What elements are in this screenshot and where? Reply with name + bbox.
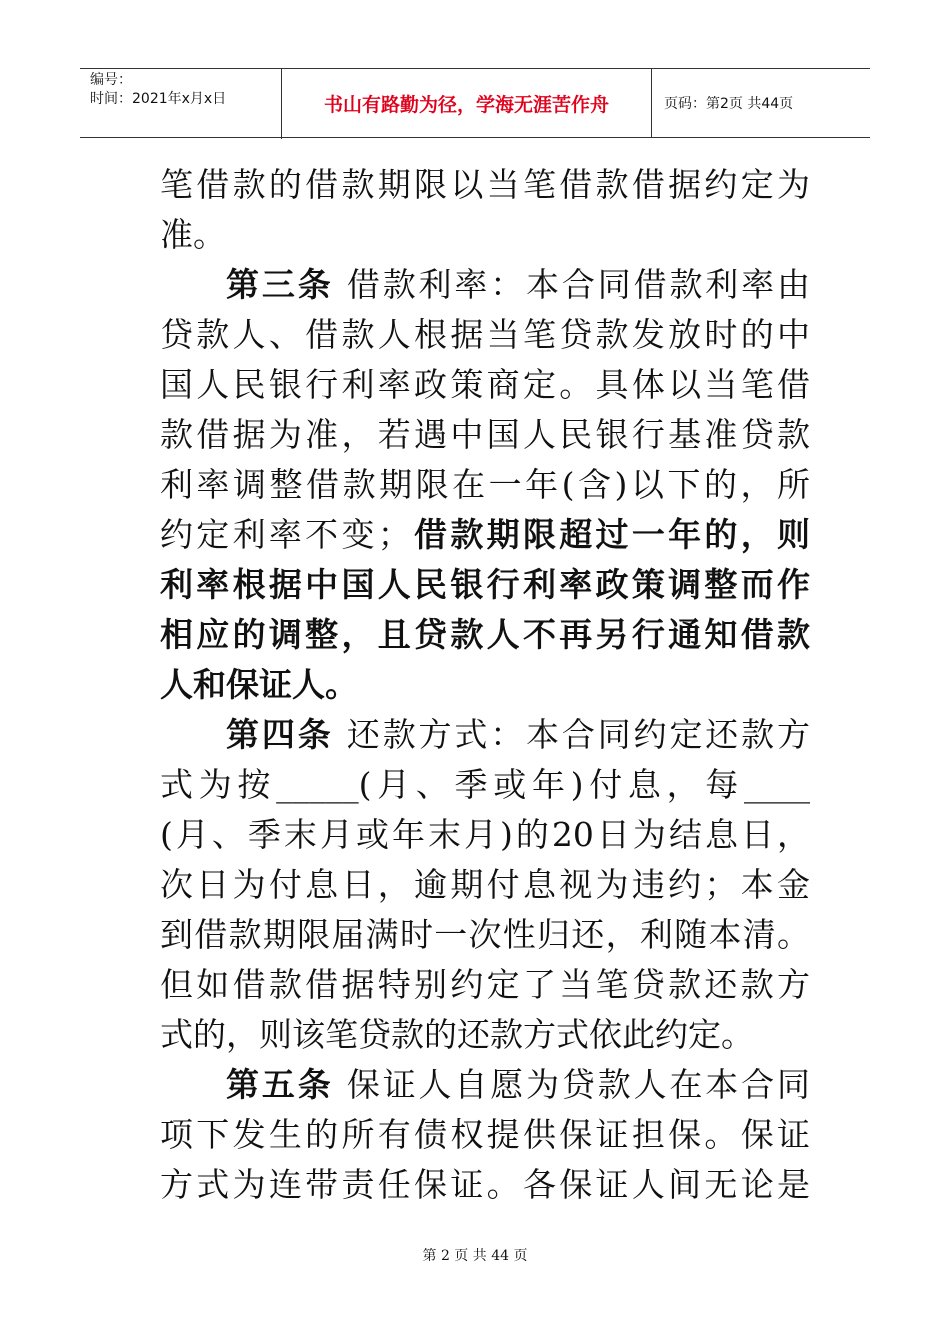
body-line: 利率调整借款期限在一年(含)以下的，所 bbox=[160, 465, 810, 504]
mixed-line bbox=[160, 510, 810, 560]
document-time-label: 时间：2021年x月x日 bbox=[90, 91, 227, 107]
article-3-heading: 第三条 bbox=[226, 265, 334, 304]
body-text: 还款方式：本合同约定还款方 bbox=[333, 715, 810, 754]
header-page-info: 页码：第2页 共44页 bbox=[664, 96, 794, 112]
article-4-heading: 第四条 bbox=[226, 715, 334, 754]
body-line: 项下发生的所有债权提供保证担保。保证 bbox=[160, 1115, 810, 1154]
body-text: 保证人自愿为贷款人在本合同 bbox=[333, 1065, 810, 1104]
body-line: 款借据为准，若遇中国人民银行基准贷款 bbox=[160, 415, 810, 454]
body-line: 次日为付息日，逾期付息视为违约；本金 bbox=[160, 865, 810, 904]
article-3-line bbox=[160, 260, 810, 310]
page-header bbox=[80, 68, 870, 138]
body-line: 到借款期限届满时一次性归还，利随本清。 bbox=[160, 915, 810, 954]
article-5-heading: 第五条 bbox=[226, 1065, 334, 1104]
page-footer: 第 2 页 共 44 页 bbox=[422, 1248, 528, 1264]
body-line: 式的，则该笔贷款的还款方式依此约定。 bbox=[160, 1015, 754, 1054]
bold-line: 利率根据中国人民银行利率政策调整而作 bbox=[160, 565, 810, 604]
body-line: (月、季末月或年末月)的20日为结息日， bbox=[160, 815, 810, 854]
body-line: 方式为连带责任保证。各保证人间无论是 bbox=[160, 1165, 810, 1204]
body-line: 准。 bbox=[160, 215, 226, 254]
document-number-label: 编号： bbox=[90, 72, 132, 88]
body-line: 但如借款借据特别约定了当笔贷款还款方 bbox=[160, 965, 810, 1004]
bold-line: 相应的调整，且贷款人不再另行通知借款 bbox=[160, 615, 810, 654]
bold-line: 人和保证人。 bbox=[160, 665, 358, 704]
body-text: 借款利率：本合同借款利率由 bbox=[333, 265, 810, 304]
header-motto: 书山有路勤为径，学海无涯苦作舟 bbox=[282, 69, 652, 137]
body-line: 式为按_____(月、季或年)付息，每____ bbox=[160, 765, 810, 804]
article-4-line bbox=[160, 710, 810, 760]
article-5-line bbox=[160, 1060, 810, 1110]
document-body bbox=[160, 160, 810, 1210]
body-line: 贷款人、借款人根据当笔贷款发放时的中 bbox=[160, 315, 810, 354]
header-meta-cell bbox=[80, 69, 282, 139]
bold-clause: 借款期限超过一年的，则 bbox=[410, 515, 811, 554]
body-line: 国人民银行利率政策商定。具体以当笔借 bbox=[160, 365, 810, 404]
body-line: 笔借款的借款期限以当笔借款借据约定为 bbox=[160, 165, 810, 204]
body-text: 约定利率不变； bbox=[160, 515, 411, 554]
